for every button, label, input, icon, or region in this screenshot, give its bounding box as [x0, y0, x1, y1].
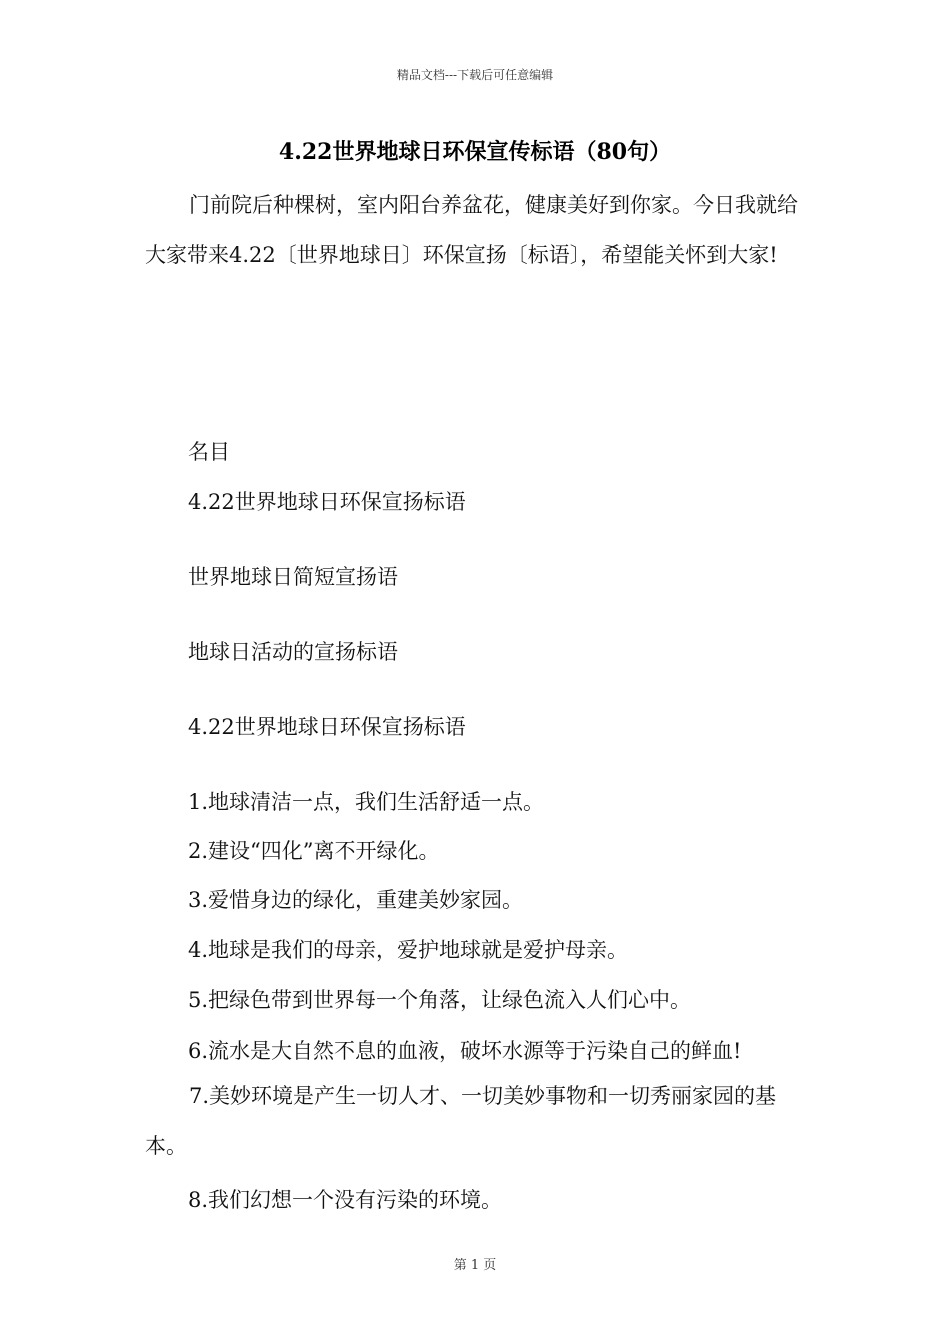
slogan-item: 2.建设“四化”离不开绿化。 — [188, 839, 440, 863]
section-heading: 4.22世界地球日环保宣扬标语 — [188, 715, 466, 739]
toc-item: 地球日活动的宣扬标语 — [188, 640, 398, 664]
slogan-item: 5.把绿色带到世界每一个角落，让绿色流入人们心中。 — [188, 988, 692, 1012]
intro-paragraph: 门前院后种棵树，室内阳台养盆花，健康美好到你家。今日我就给大家带来4.22〔世界地球日〕环保宣扬〔标语〕，希望能关怀到大家! — [145, 193, 798, 267]
slogan-item: 4.地球是我们的母亲，爱护地球就是爱护母亲。 — [188, 938, 629, 962]
document-title: 4.22世界地球日环保宣传标语（80句） — [278, 139, 672, 165]
slogan-item: 8.我们幻想一个没有污染的环境。 — [188, 1188, 503, 1212]
toc-item: 4.22世界地球日环保宣扬标语 — [188, 490, 466, 514]
slogan-item: 3.爱惜身边的绿化，重建美妙家园。 — [188, 888, 524, 912]
page-number: 第 1 页 — [453, 1258, 497, 1273]
slogan-item: 1.地球清洁一点，我们生活舒适一点。 — [188, 790, 545, 814]
toc-heading: 名目 — [188, 440, 230, 464]
page-header: 精品文档---下载后可任意编辑 — [396, 68, 554, 82]
slogan-item: 7.美妙环境是产生一切人才、一切美妙事物和一切秀丽家园的基本。 — [145, 1084, 777, 1158]
slogan-item: 6.流水是大自然不息的血液，破坏水源等于污染自己的鲜血! — [188, 1039, 742, 1063]
toc-item: 世界地球日简短宣扬语 — [188, 565, 398, 589]
